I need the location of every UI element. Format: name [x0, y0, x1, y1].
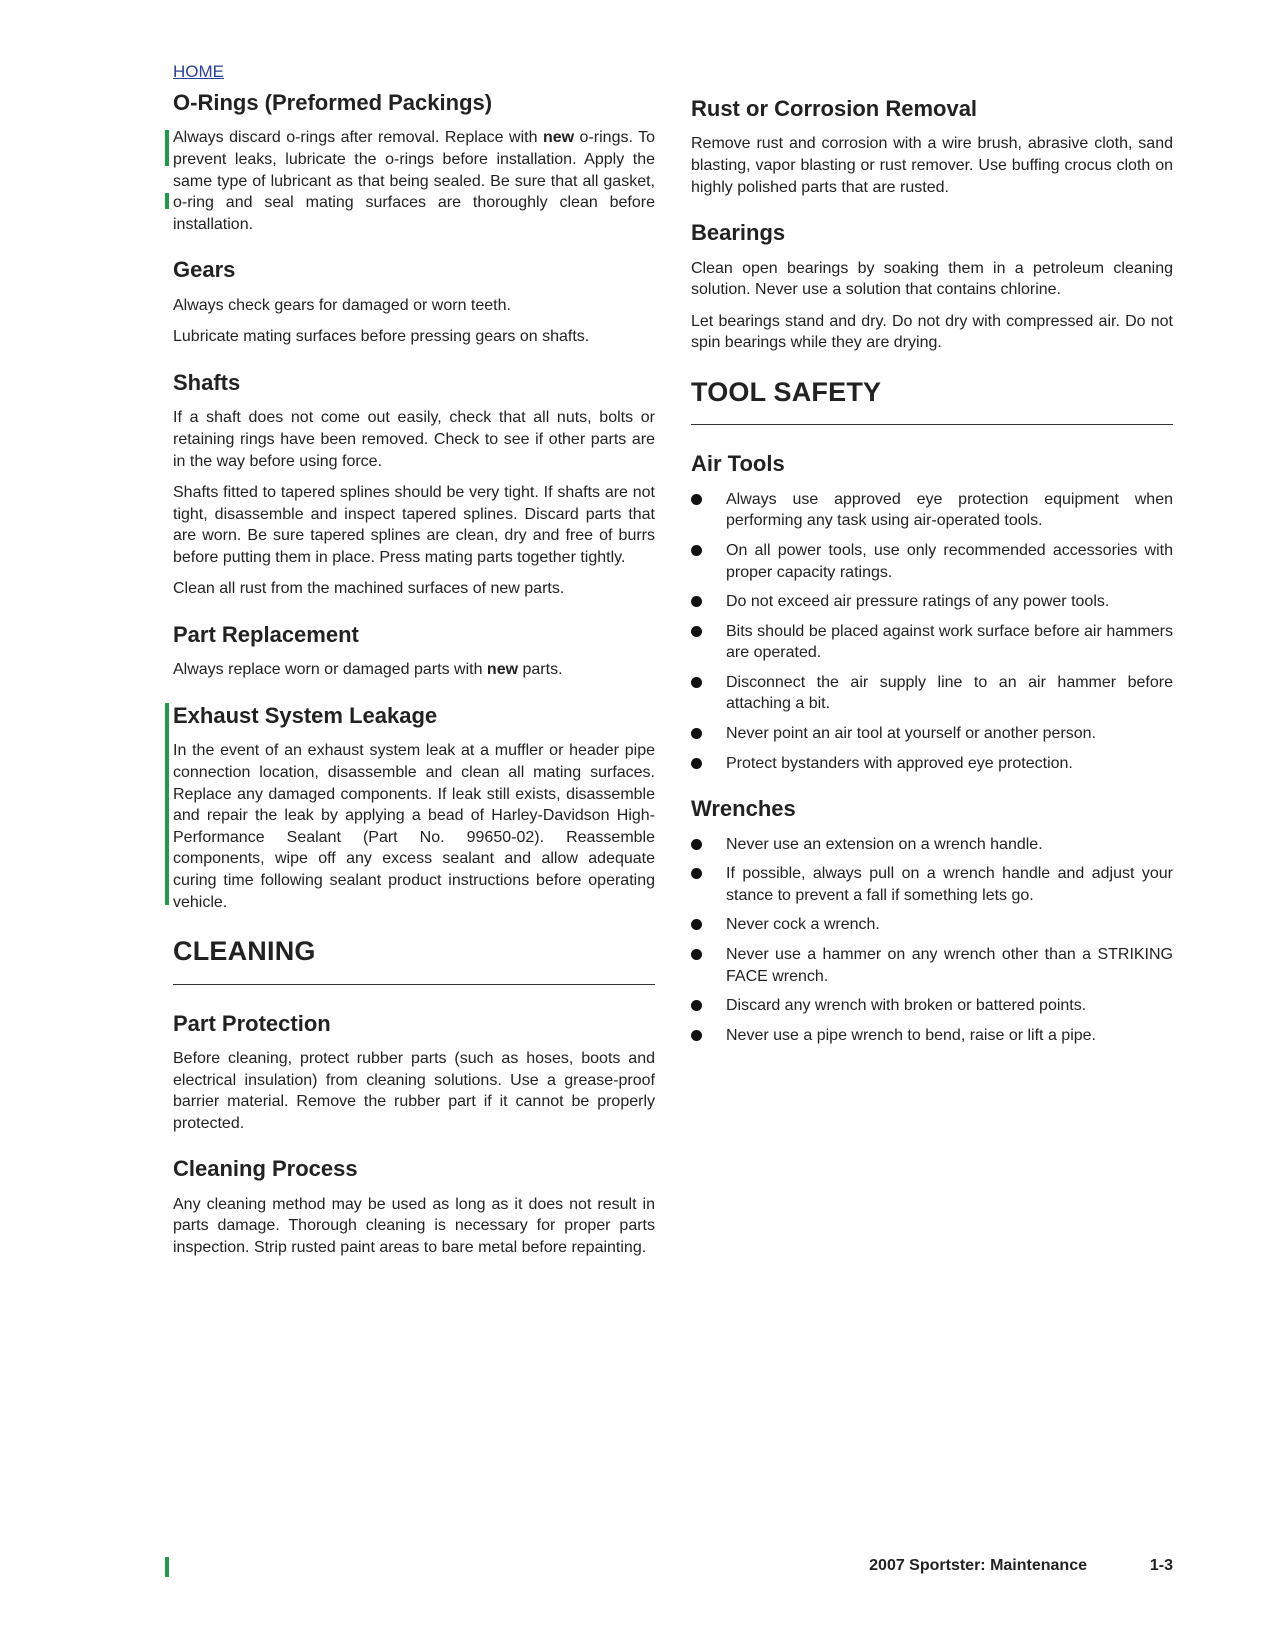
air-tools-section: [691, 451, 1173, 774]
list-item: [691, 540, 1173, 583]
wrenches-heading: Wrenches: [691, 796, 796, 822]
gears-heading: Gears: [173, 257, 236, 283]
exhaust-section: [173, 703, 655, 913]
bullet-icon: [691, 949, 702, 960]
orings-body: [173, 127, 655, 235]
part-replacement-text-b: parts.: [518, 661, 563, 679]
bullet-icon: [691, 1030, 702, 1041]
shafts-text-3: Clean all rust from the machined surfaces of new parts.: [173, 580, 565, 598]
right-column: [691, 96, 1173, 1068]
bullet-icon: [691, 545, 702, 556]
exhaust-heading: Exhaust System Leakage: [173, 703, 438, 729]
part-replacement-text-bold: new: [486, 661, 519, 679]
list-item-text: Never use an extension on a wrench handle.: [726, 835, 1043, 853]
list-item-text: Never use a hammer on any wrench other than a STRIKING FACE wrench.: [726, 946, 1173, 985]
list-item: [691, 914, 1173, 936]
bullet-icon: [691, 728, 702, 739]
page-footer: [0, 1557, 1275, 1587]
orings-text-b: o-rings. To prevent leaks, lubricate the o-rings before installation. Apply the same type of lubricant as that being sealed. Be sure that all gasket, o-ring and seal mating surfaces are thoroughly clean before installation.: [173, 129, 655, 233]
rust-section: [691, 96, 1173, 198]
tool-safety-heading: TOOL SAFETY: [691, 376, 882, 407]
shafts-text-2: Shafts fitted to tapered splines should be very tight. If shafts are not tight, disassemble and inspect tapered splines. Discard parts that are worn. Be sure tapered splines are clean, dry and free of burrs before putting them in place. Press mating parts together tightly.: [173, 484, 655, 566]
section-divider: [691, 424, 1173, 425]
bullet-icon: [691, 868, 702, 879]
list-item: [691, 672, 1173, 715]
wrenches-list: [691, 834, 1173, 1047]
orings-text-a: Always discard o-rings after removal. Replace with: [173, 129, 543, 147]
part-protection-section: [173, 1011, 655, 1135]
list-item-text: Never cock a wrench.: [726, 916, 880, 934]
bearings-text-1: Clean open bearings by soaking them in a petroleum cleaning solution. Never use a solution that contains chlorine.: [691, 259, 1173, 299]
bullet-icon: [691, 758, 702, 769]
bullet-icon: [691, 596, 702, 607]
wrenches-section: [691, 796, 1173, 1046]
list-item-text: Discard any wrench with broken or battered points.: [726, 997, 1087, 1015]
air-tools-list: [691, 489, 1173, 775]
gears-text-2: Lubricate mating surfaces before pressing gears on shafts.: [173, 328, 590, 346]
list-item: [691, 591, 1173, 613]
list-item: [691, 753, 1173, 775]
bearings-section: [691, 220, 1173, 354]
list-item-text: Do not exceed air pressure ratings of any power tools.: [726, 593, 1110, 611]
part-replacement-text: [173, 659, 655, 681]
list-item: [691, 995, 1173, 1017]
air-tools-heading: Air Tools: [691, 451, 785, 477]
footer-title: 2007 Sportster: Maintenance: [869, 1557, 1087, 1574]
list-item: [691, 621, 1173, 664]
part-replacement-heading: Part Replacement: [173, 622, 359, 648]
list-item-text: Disconnect the air supply line to an air hammer before attaching a bit.: [726, 673, 1173, 713]
change-bar: [165, 130, 169, 166]
shafts-text-1: If a shaft does not come out easily, check that all nuts, bolts or retaining rings have been removed. Check to see if other parts are in the way before using force.: [173, 409, 655, 470]
change-bar: [165, 193, 169, 209]
cleaning-process-text: Any cleaning method may be used as long as it does not result in parts damage. Thorough cleaning is necessary for proper parts inspection. Strip rusted paint areas to bare metal before repainting.: [173, 1195, 655, 1256]
tool-safety-section: [691, 376, 1173, 425]
orings-text: [173, 127, 655, 235]
change-bar: [165, 1557, 169, 1577]
orings-text-bold: new: [542, 129, 575, 147]
list-item-text: Never point an air tool at yourself or another person.: [726, 725, 1096, 743]
bullet-icon: [691, 839, 702, 850]
list-item-text: Bits should be placed against work surface before air hammers are operated.: [726, 622, 1173, 662]
part-replacement-section: [173, 622, 655, 681]
orings-heading: O-Rings (Preformed Packings): [173, 90, 493, 115]
list-item-text: If possible, always pull on a wrench handle and adjust your stance to prevent a fall if something lets go.: [726, 865, 1173, 904]
gears-section: [173, 257, 655, 348]
bullet-icon: [691, 1000, 702, 1011]
rust-text: Remove rust and corrosion with a wire brush, abrasive cloth, sand blasting, vapor blasting or rust remover. Use buffing crocus cloth on highly polished parts that are rusted.: [691, 135, 1173, 196]
part-protection-text: Before cleaning, protect rubber parts (such as hoses, boots and electrical insulation) from cleaning solutions. Use a grease-proof barrier material. Remove the rubber part if it cannot be properly protected.: [173, 1049, 655, 1132]
list-item: [691, 723, 1173, 745]
section-divider: [173, 984, 655, 985]
list-item: [691, 489, 1173, 532]
cleaning-heading: CLEANING: [173, 936, 316, 967]
cleaning-section: [173, 935, 655, 984]
list-item: [691, 863, 1173, 906]
change-bar: [165, 703, 169, 905]
left-column: [173, 62, 655, 1281]
list-item-text: Never use a pipe wrench to bend, raise or lift a pipe.: [726, 1026, 1096, 1044]
list-item: [691, 1025, 1173, 1047]
exhaust-text: In the event of an exhaust system leak at a muffler or header pipe connection location, disassemble and clean all mating surfaces. Replace any damaged components. If leak still exists, disassemble and repair the leak by applying a bead of Harley-Davidson High-Performance Sealant (Part No. 99650-02). Reassemble components, wipe off any excess sealant and allow adequate curing time following sealant product instructions before operating vehicle.: [173, 742, 655, 911]
bullet-icon: [691, 677, 702, 688]
shafts-section: [173, 370, 655, 600]
cleaning-process-section: [173, 1156, 655, 1258]
part-replacement-text-a: Always replace worn or damaged parts with: [173, 661, 487, 679]
shafts-heading: Shafts: [173, 369, 241, 395]
bearings-heading: Bearings: [691, 220, 786, 246]
part-protection-heading: Part Protection: [173, 1010, 331, 1036]
list-item: [691, 834, 1173, 856]
list-item-text: Protect bystanders with approved eye protection.: [726, 754, 1073, 772]
bullet-icon: [691, 626, 702, 637]
list-item: [691, 944, 1173, 987]
page-number: 1-3: [1149, 1557, 1173, 1574]
list-item-text: Always use approved eye protection equipment when performing any task using air-operated tools.: [726, 490, 1173, 530]
bearings-text-2: Let bearings stand and dry. Do not dry with compressed air. Do not spin bearings while they are drying.: [691, 312, 1173, 352]
orings-section: [173, 90, 655, 235]
home-link[interactable]: HOME: [173, 62, 224, 81]
bullet-icon: [691, 919, 702, 930]
rust-heading: Rust or Corrosion Removal: [691, 96, 978, 121]
gears-text-1: Always check gears for damaged or worn teeth.: [173, 296, 511, 314]
cleaning-process-heading: Cleaning Process: [173, 1156, 358, 1182]
bullet-icon: [691, 494, 702, 505]
list-item-text: On all power tools, use only recommended accessories with proper capacity ratings.: [726, 541, 1173, 581]
